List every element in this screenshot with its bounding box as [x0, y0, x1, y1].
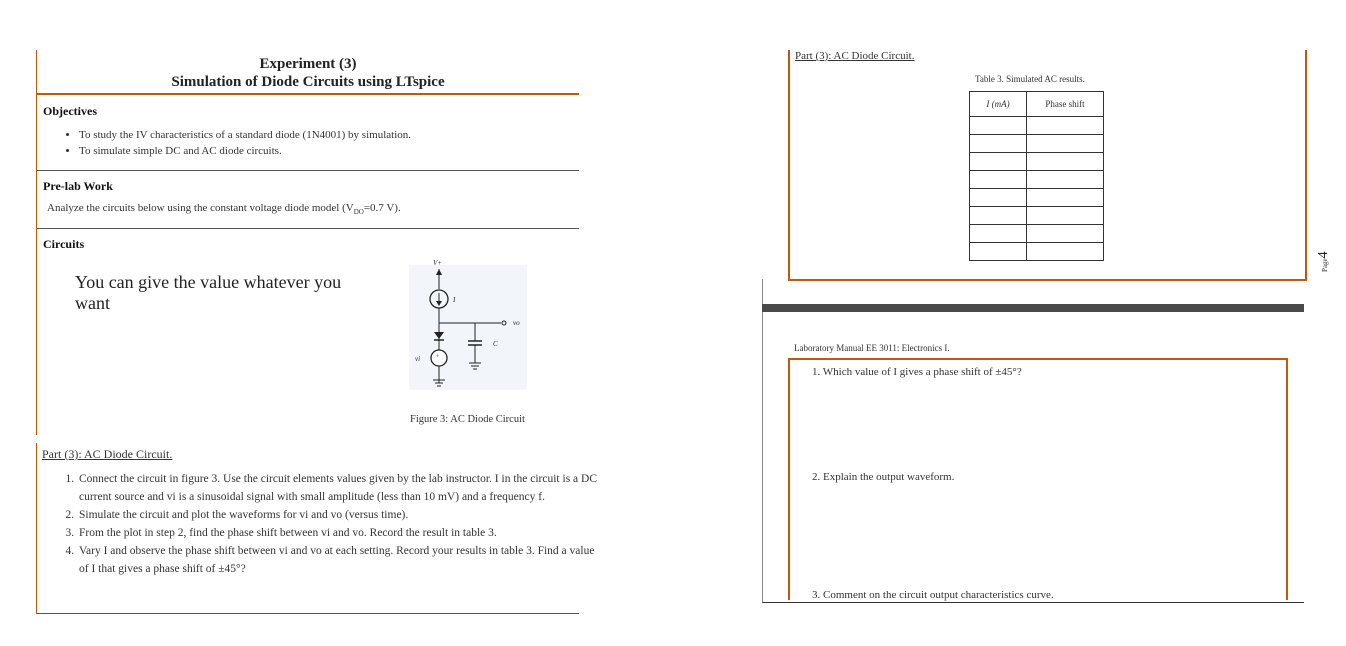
page-number-value: 4 [1316, 251, 1331, 259]
section-divider [37, 170, 579, 171]
vplus-label: V+ [433, 259, 442, 267]
objectives-list [61, 127, 411, 159]
prelab-text-tail: =0.7 V). [363, 202, 401, 214]
table-header-row [970, 92, 1104, 117]
prelab-text [47, 202, 401, 216]
table-caption: Table 3. Simulated AC results. [975, 74, 1085, 84]
experiment-subtitle: Simulation of Diode Circuits using LTspice [171, 74, 445, 90]
left-page [36, 50, 579, 435]
table-row [970, 243, 1104, 261]
col-current-header: I (mA) [970, 92, 1027, 117]
col-phase-header: Phase shift [1027, 92, 1104, 117]
prelab-heading: Pre-lab Work [43, 179, 113, 193]
step-item: 3. From the plot in step 2, find the phase shift between vi and vo. Record the result in table 3. [77, 524, 597, 542]
question-item: 2. Explain the output waveform. [812, 471, 955, 483]
table-cell[interactable] [1027, 135, 1104, 153]
table-row [970, 189, 1104, 207]
step-item: 4. Vary I and observe the phase shift between vi and vo at each setting. Record your results in table 3. Find a value of I that gives a phase shift of ±45°? [77, 542, 597, 578]
right-part3-heading: Part (3): AC Diode Circuit. [795, 50, 915, 62]
overlay-note: You can give the value whatever you want [75, 272, 342, 313]
title-divider [37, 93, 579, 95]
step-item: 1. Connect the circuit in figure 3. Use the circuit elements values given by the lab instructor. I in the circuit is a DC current source and vi is a sinusoidal signal with small amplitude (less than 10 mV) and a frequency f. [77, 470, 597, 506]
results-table [969, 91, 1104, 261]
table-cell[interactable] [970, 135, 1027, 153]
output-label: vo [513, 319, 520, 327]
experiment-title: Experiment (3) [259, 56, 357, 72]
table-row [970, 225, 1104, 243]
table-cell[interactable] [970, 189, 1027, 207]
table-row [970, 207, 1104, 225]
page-number [1314, 251, 1331, 306]
objective-item: • To simulate simple DC and AC diode circuits. [79, 143, 411, 159]
section-divider [37, 228, 579, 229]
table-cell[interactable] [970, 153, 1027, 171]
prelab-subscript: DO [353, 208, 364, 217]
objectives-heading: Objectives [43, 104, 97, 118]
ac-source-plus: + [436, 354, 440, 360]
objective-item: • To study the IV characteristics of a standard diode (1N4001) by simulation. [79, 127, 411, 143]
question-item: 1. Which value of I gives a phase shift of ±45°? [812, 366, 1022, 378]
page-label: Page [1321, 258, 1329, 272]
prelab-text-main: Analyze the circuits below using the constant voltage diode model (V [47, 202, 354, 214]
table-cell[interactable] [1027, 153, 1104, 171]
ac-diode-circuit-figure [409, 255, 529, 395]
table-cell[interactable] [1027, 171, 1104, 189]
capacitor-label: C [493, 340, 498, 348]
figure-background [409, 265, 527, 390]
table-cell[interactable] [1027, 117, 1104, 135]
table-cell[interactable] [1027, 189, 1104, 207]
table-cell[interactable] [1027, 225, 1104, 243]
page-separator [762, 304, 1304, 312]
current-label: I [453, 296, 456, 304]
table-row [970, 135, 1104, 153]
part3-section [36, 443, 597, 614]
table-cell[interactable] [970, 243, 1027, 261]
input-label: vi [415, 355, 421, 363]
manual-header: Laboratory Manual EE 3011: Electronics I. [794, 343, 950, 353]
table-cell[interactable] [970, 225, 1027, 243]
questions-box [788, 358, 1288, 600]
table-cell[interactable] [1027, 207, 1104, 225]
table-cell[interactable] [970, 117, 1027, 135]
table-row [970, 171, 1104, 189]
table-cell[interactable] [970, 171, 1027, 189]
figure-caption: Figure 3: AC Diode Circuit [410, 414, 525, 425]
part3-steps-list [59, 470, 597, 578]
table-row [970, 117, 1104, 135]
part3-heading: Part (3): AC Diode Circuit. [42, 447, 173, 461]
question-item: 3. Comment on the circuit output characteristics curve. [812, 589, 1054, 601]
circuits-heading: Circuits [43, 237, 85, 251]
table-cell[interactable] [970, 207, 1027, 225]
step-item: 2. Simulate the circuit and plot the waveforms for vi and vo (versus time). [77, 506, 597, 524]
table-row [970, 153, 1104, 171]
table-cell[interactable] [1027, 243, 1104, 261]
page-gap [762, 279, 1304, 305]
